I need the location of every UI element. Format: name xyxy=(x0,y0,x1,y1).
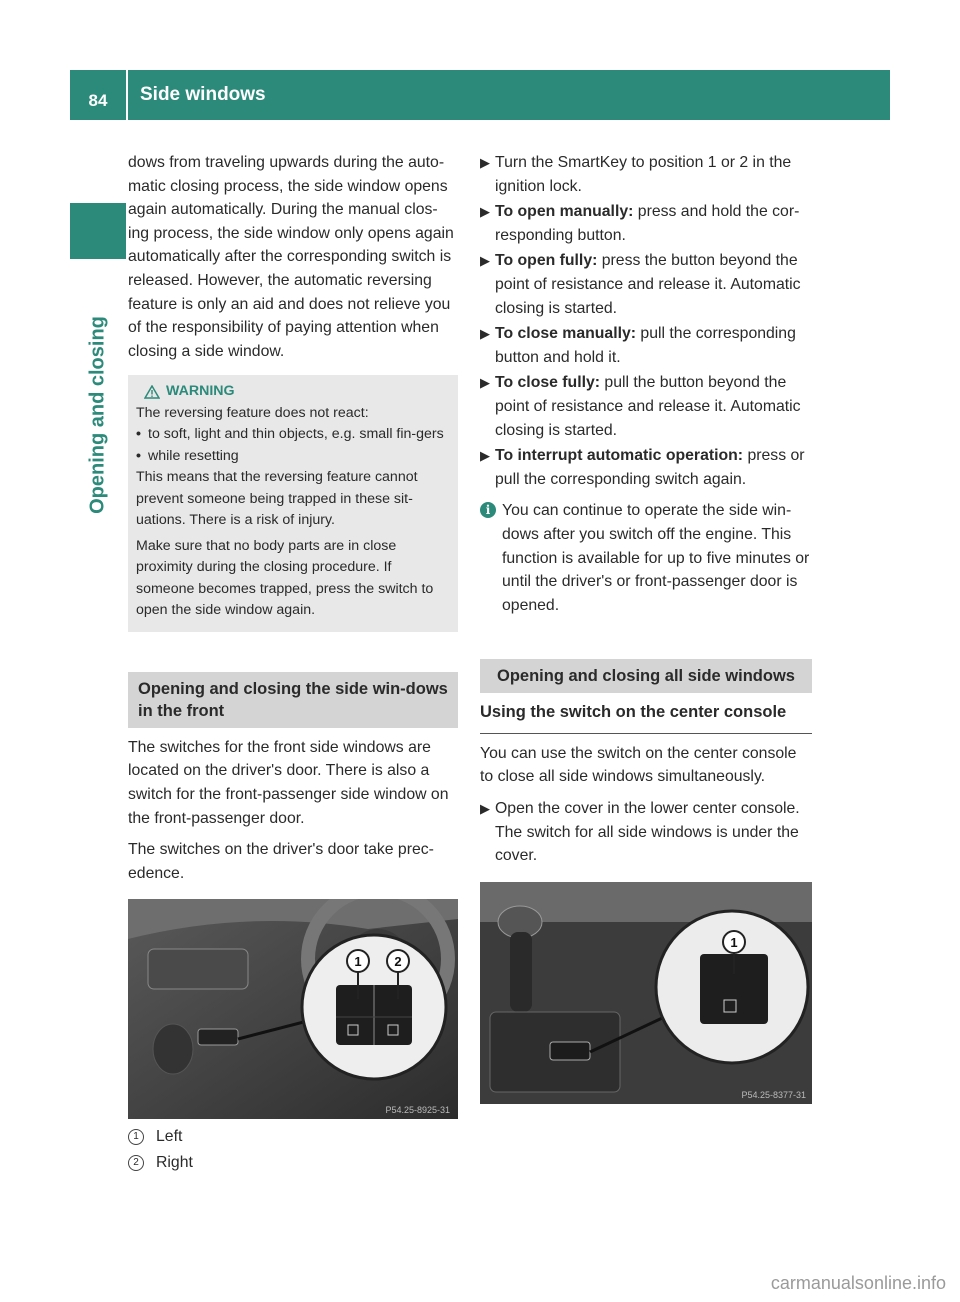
right-column xyxy=(480,151,812,1104)
instruction-step: ▶ To open manually: press and hold the cor-responding button. xyxy=(480,200,812,247)
paragraph: You can use the switch on the center console to close all side windows simultaneously. xyxy=(480,744,797,786)
subheading: Using the switch on the center console xyxy=(480,701,812,734)
legend-number: 1 xyxy=(128,1129,144,1145)
warning-lead: The reversing feature does not react: xyxy=(136,404,369,421)
bullet-icon: • xyxy=(136,447,141,464)
chapter-marker xyxy=(70,203,126,259)
warning-list-item xyxy=(136,446,450,468)
instruction-step: ▶ To close manually: pull the corresponding button and hold it. xyxy=(480,322,812,369)
header-divider xyxy=(126,70,128,120)
center-console-photo xyxy=(480,882,812,1104)
warning-box xyxy=(128,375,458,632)
chapter-title: Opening and closing xyxy=(86,316,109,514)
info-icon: i xyxy=(480,502,496,518)
warning-item-text: to soft, light and thin objects, e.g. small fin-gers xyxy=(148,426,444,443)
callout-1: 1 xyxy=(730,934,738,950)
warning-paragraph: This means that the reversing feature cannot prevent someone being trapped in these sit-uations. There is a risk of injury. xyxy=(136,469,418,529)
door-switch-photo xyxy=(128,899,458,1119)
left-column xyxy=(128,151,458,1175)
image-code: P54.25-8925-31 xyxy=(385,1105,450,1116)
legend xyxy=(128,1125,458,1174)
paragraph: The switches on the driver's door take prec-edence. xyxy=(128,841,434,882)
section-heading: Opening and closing all side windows xyxy=(480,659,812,693)
chapter-tab xyxy=(70,270,126,560)
legend-label: Right xyxy=(156,1154,193,1171)
watermark: carmanualsonline.info xyxy=(770,1273,946,1293)
intro-paragraph: dows from traveling upwards during the auto-matic closing process, the side window opens again automatically. During the manual clos-ing process, the side window only opens again automatically after the corresponding switch is released. However, the automatic reversing feature is only an aid and does not relieve you of the responsibility of paying attention when closing a side window. xyxy=(128,154,454,360)
instruction-step: ▶ To close fully: pull the button beyond the point of resistance and release it. Automatic closing is started. xyxy=(480,371,812,442)
page-number: 84 xyxy=(88,91,108,110)
warning-label: WARNING xyxy=(166,383,235,400)
info-text: You can continue to operate the side win-dows after you switch off the engine. This function is available for up to five minutes or until the driver's or front-passenger door is opened. xyxy=(502,502,810,614)
step-arrow-icon: ▶ xyxy=(480,375,490,391)
warning-item-text: while resetting xyxy=(148,447,239,464)
legend-item xyxy=(128,1151,458,1175)
warning-title xyxy=(144,381,450,403)
legend-number: 2 xyxy=(128,1155,144,1171)
paragraph: The switches for the front side windows are located on the driver's door. There is also a switch for the front-passenger side window on the front-passenger door. xyxy=(128,738,449,827)
instruction-step: ▶ Turn the SmartKey to position 1 or 2 in the ignition lock. xyxy=(480,151,812,198)
info-note xyxy=(480,499,812,617)
step-arrow-icon: ▶ xyxy=(480,801,490,817)
instruction-step: ▶ To interrupt automatic operation: press or pull the corresponding switch again. xyxy=(480,444,812,491)
bullet-icon: • xyxy=(136,426,141,443)
legend-item xyxy=(128,1125,458,1149)
step-arrow-icon: ▶ xyxy=(480,155,490,170)
callout-2: 2 xyxy=(394,954,402,970)
step-arrow-icon: ▶ xyxy=(480,204,490,220)
step-arrow-icon: ▶ xyxy=(480,326,490,342)
callout-1: 1 xyxy=(354,954,362,970)
section-heading: Opening and closing the side win-dows in the front xyxy=(128,672,458,728)
instruction-step xyxy=(480,797,812,868)
warning-triangle-icon xyxy=(144,385,160,399)
warning-list-item xyxy=(136,424,450,446)
step-text: Open the cover in the lower center console. The switch for all side windows is under the cover. xyxy=(495,800,800,865)
step-arrow-icon: ▶ xyxy=(480,253,490,269)
section-title: Side windows xyxy=(140,84,266,105)
image-code: P54.25-8377-31 xyxy=(741,1089,806,1100)
instruction-step: ▶ To open fully: press the button beyond the point of resistance and release it. Automatic closing is started. xyxy=(480,249,812,320)
legend-label: Left xyxy=(156,1128,183,1146)
warning-paragraph: Make sure that no body parts are in close proximity during the closing procedure. If someone becomes trapped, press the switch to open the side window again. xyxy=(136,537,434,619)
step-arrow-icon: ▶ xyxy=(480,448,490,464)
